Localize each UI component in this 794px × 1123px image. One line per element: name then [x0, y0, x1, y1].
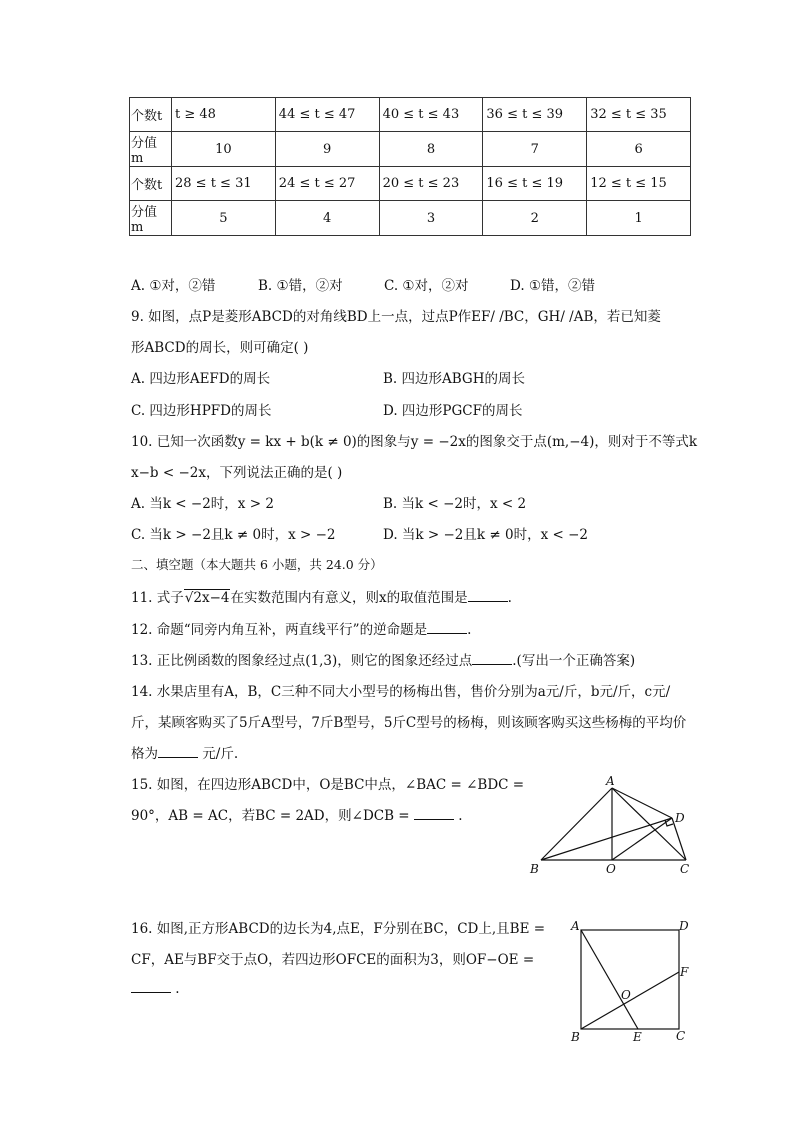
q13-text: 13. 正比例函数的图象经过点(1,3)，则它的图象还经过点: [131, 653, 473, 669]
fig15-label-b: B: [530, 862, 539, 876]
q8-option-d: D. ①错，②错: [510, 278, 596, 294]
score-table-cell: t ≥ 48: [172, 98, 276, 132]
q9-option-c: C. 四边形HPFD的周长: [131, 403, 272, 419]
q16-line3-end: .: [171, 981, 180, 997]
q10-stem-line1: 10. 已知一次函数y = kx + b(k ≠ 0)的图象与y = −2x的图象交于点(m,−4)，则对于不等式k: [131, 434, 698, 450]
score-table-row: [130, 132, 691, 167]
score-table-cell: 2: [483, 201, 587, 236]
score-table-cell: 7: [483, 132, 587, 167]
q13-end: .(写出一个正确答案): [512, 653, 636, 669]
fig16-label-d: D: [679, 919, 689, 933]
fig16-label-o: O: [621, 988, 631, 1002]
score-table-cell: 20 ≤ t ≤ 23: [379, 167, 483, 201]
q16-line1: 16. 如图,正方形ABCD的边长为4,点E，F分别在BC，CD上,且BE =: [131, 921, 546, 937]
q11-text: 在实数范围内有意义，则x的取值范围是: [230, 590, 468, 606]
q10-option-b: B. 当k < −2时，x < 2: [383, 496, 527, 512]
q9-stem-line2: 形ABCD的周长，则可确定( ): [131, 340, 309, 356]
q10-option-a: A. 当k < −2时，x > 2: [131, 496, 274, 512]
q11-prefix: 11. 式子: [131, 590, 184, 606]
q11-end: .: [507, 590, 512, 606]
score-table-cell: 6: [587, 132, 691, 167]
q13: [131, 649, 635, 669]
q14-line3-prefix: 格为: [131, 746, 158, 762]
q15-line2-end: .: [453, 808, 463, 824]
score-table: [129, 97, 691, 236]
q11: [131, 586, 512, 606]
score-table-row: [130, 98, 691, 132]
fig15-label-a: A: [606, 774, 615, 788]
q12-text: 12. 命题“同旁内角互补，两直线平行”的逆命题是: [131, 622, 428, 638]
score-table-cell: 32 ≤ t ≤ 35: [587, 98, 691, 132]
q13-answer-blank[interactable]: [472, 652, 512, 665]
score-table-cell: 9: [275, 132, 379, 167]
q15-line1: 15. 如图，在四边形ABCD中，O是BC中点，∠BAC = ∠BDC =: [131, 777, 525, 793]
fig16-label-f: F: [680, 965, 689, 979]
score-table-row-header: 个数t: [130, 167, 172, 201]
score-table-row: [130, 167, 691, 201]
q10-stem-line2: x−b < −2x，下列说法正确的是( ): [131, 465, 343, 481]
score-table-row-header: 分值m: [130, 201, 172, 236]
fig16-label-e: E: [633, 1030, 642, 1044]
q14-line3-end: 元/斤.: [198, 746, 239, 762]
q16-line2: CF，AE与BF交于点O，若四边形OFCE的面积为3，则OF−OE =: [131, 952, 535, 968]
score-table-cell: 4: [275, 201, 379, 236]
q15-answer-blank[interactable]: [414, 807, 454, 820]
q8-option-a: A. ①对，②错: [131, 278, 216, 294]
q12-answer-blank[interactable]: [427, 621, 467, 634]
q8-option-c: C. ①对，②对: [384, 278, 469, 294]
q16-answer-blank[interactable]: [131, 980, 171, 993]
score-table-cell: 1: [587, 201, 691, 236]
q15-line2: [131, 804, 463, 824]
score-table-row: [130, 201, 691, 236]
q9-option-d: D. 四边形PGCF的周长: [383, 403, 523, 419]
score-table-cell: 8: [379, 132, 483, 167]
score-table-row-header: 分值m: [130, 132, 172, 167]
score-table-cell: 16 ≤ t ≤ 19: [483, 167, 587, 201]
fig16-segment-ae: [581, 930, 638, 1029]
figure-q15: [520, 772, 700, 878]
q14-answer-blank[interactable]: [158, 745, 198, 758]
section-heading: 二、填空题（本大题共 6 小题，共 24.0 分）: [131, 557, 383, 572]
q14-line3: [131, 742, 238, 762]
q9-stem-line1: 9. 如图，点P是菱形ABCD的对角线BD上一点，过点P作EF/ /BC，GH/ /AB，若已知菱: [131, 309, 661, 325]
fig15-label-c: C: [680, 862, 690, 876]
q14-line1: 14. 水果店里有A，B，C三种不同大小型号的杨梅出售，售价分别为a元/斤，b元/斤，c元/: [131, 684, 671, 700]
q15-line2-text: 90°，AB = AC，若BC = 2AD，则∠DCB =: [131, 808, 414, 824]
fig15-label-d: D: [675, 811, 685, 825]
q12: [131, 618, 471, 638]
fig15-segment-bd: [541, 818, 672, 860]
figure-q16: [565, 916, 695, 1046]
score-table-cell: 36 ≤ t ≤ 39: [483, 98, 587, 132]
q10-option-c: C. 当k > −2且k ≠ 0时，x > −2: [131, 527, 336, 543]
q9-option-b: B. 四边形ABGH的周长: [383, 371, 525, 387]
score-table-cell: 10: [172, 132, 276, 167]
q16-line3: [131, 980, 180, 997]
fig15-label-o: O: [606, 862, 616, 876]
q8-option-b: B. ①错，②对: [258, 278, 343, 294]
score-table-cell: 3: [379, 201, 483, 236]
q10-option-d: D. 当k > −2且k ≠ 0时，x < −2: [383, 527, 588, 543]
q9-option-a: A. 四边形AEFD的周长: [131, 371, 271, 387]
fig16-label-c: C: [676, 1029, 686, 1043]
fig16-label-a: A: [571, 919, 580, 933]
q12-end: .: [467, 622, 472, 638]
score-table-cell: 44 ≤ t ≤ 47: [275, 98, 379, 132]
fig15-edge-ad: [612, 788, 672, 818]
score-table-cell: 24 ≤ t ≤ 27: [275, 167, 379, 201]
fig15-segment-od: [612, 818, 672, 860]
score-table-row-header: 个数t: [130, 98, 172, 132]
score-table-cell: 12 ≤ t ≤ 15: [587, 167, 691, 201]
fig16-label-b: B: [571, 1030, 580, 1044]
score-table-cell: 28 ≤ t ≤ 31: [172, 167, 276, 201]
score-table-cell: 5: [172, 201, 276, 236]
q11-radical: √2x−4: [184, 590, 230, 606]
q11-radicand: 2x−4: [193, 590, 230, 606]
fig15-right-angle-mark: [665, 820, 673, 826]
score-table-cell: 40 ≤ t ≤ 43: [379, 98, 483, 132]
q11-answer-blank[interactable]: [468, 589, 508, 602]
q14-line2: 斤，某顾客购买了5斤A型号，7斤B型号，5斤C型号的杨梅，则该顾客购买这些杨梅的平均价: [131, 715, 687, 731]
